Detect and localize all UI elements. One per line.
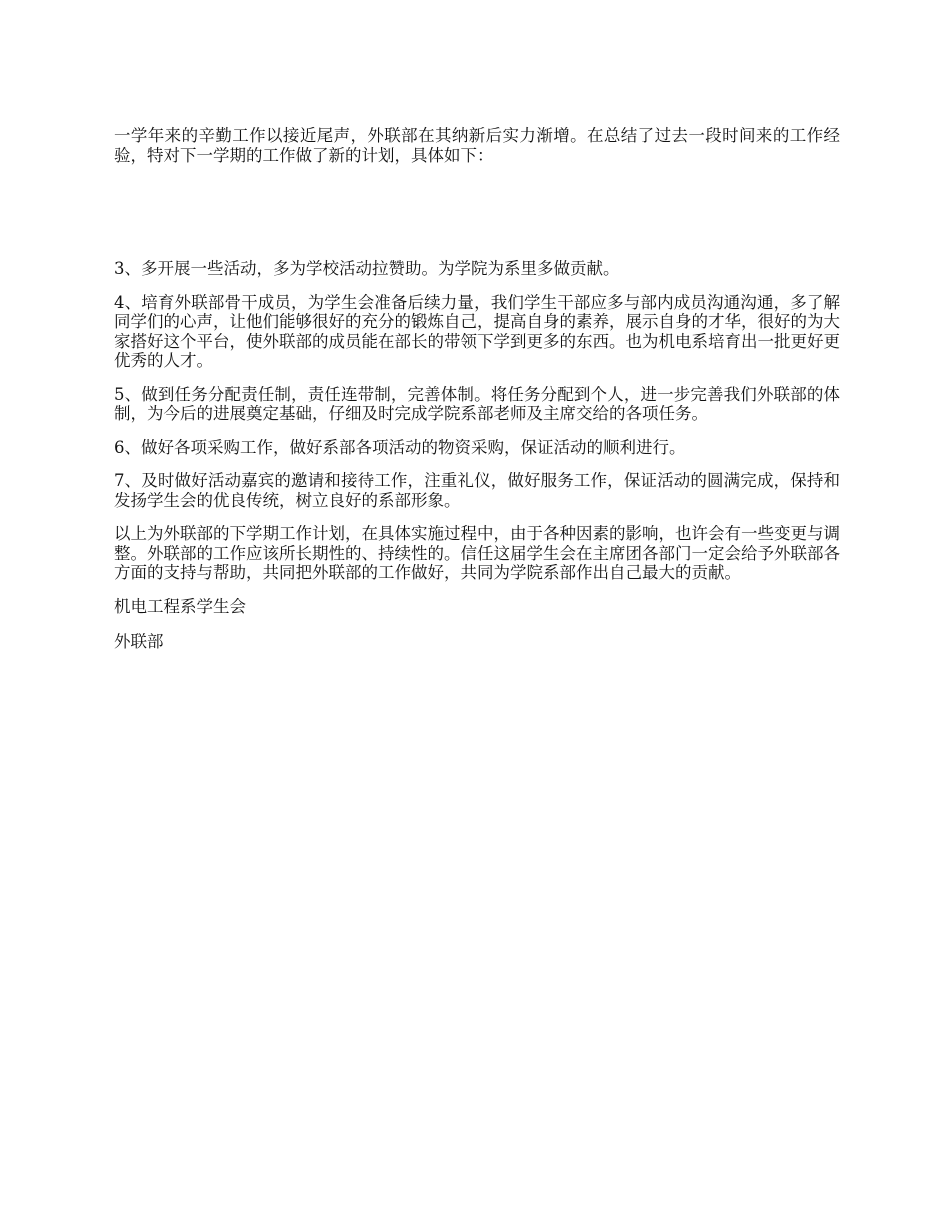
- plan-item-3: 3、多开展一些活动，多为学校活动拉赞助。为学院为系里多做贡献。: [114, 259, 620, 278]
- plan-item-5: 5、做到任务分配责任制，责任连带制，完善体制。将任务分配到个人，进一步完善我们外联部的体制，为今后的进展奠定基础，仔细及时完成学院系部老师及主席交给的各项任务。: [114, 384, 840, 423]
- plan-item-4: 4、培育外联部骨干成员，为学生会准备后续力量，我们学生干部应多与部内成员沟通沟通，多了解同学们的心声，让他们能够很好的充分的锻炼自己，提高自身的素养，展示自身的才华，很好的为大家搭好这个平台，使外联部的成员能在部长的带领下学到更多的东西。也为机电系培育出一批更好更优秀的人才。: [114, 292, 840, 370]
- plan-item-7: 7、及时做好活动嘉宾的邀请和接待工作，注重礼仪，做好服务工作，保证活动的圆满完成，保持和发扬学生会的优良传统，树立良好的系部形象。: [114, 471, 840, 510]
- plan-item-6: 6、做好各项采购工作，做好系部各项活动的物资采购，保证活动的顺利进行。: [114, 437, 686, 457]
- intro-paragraph: 一学年来的辛勤工作以接近尾声，外联部在其纳新后实力渐增。在总结了过去一段时间来的工作经验，特对下一学期的工作做了新的计划，具体如下：: [114, 126, 840, 165]
- signature-department: 外联部: [114, 632, 164, 651]
- document-body: [114, 126, 840, 668]
- closing-paragraph: 以上为外联部的下学期工作计划，在具体实施过程中，由于各种因素的影响，也许会有一些变更与调整。外联部的工作应该所长期性的、持续性的。信任这届学生会在主席团各部门一定会给予外联部各方面的支持与帮助，共同把外联部的工作做好，共同为学院系部作出自己最大的贡献。: [114, 524, 840, 582]
- signature-organization: 机电工程系学生会: [114, 596, 246, 616]
